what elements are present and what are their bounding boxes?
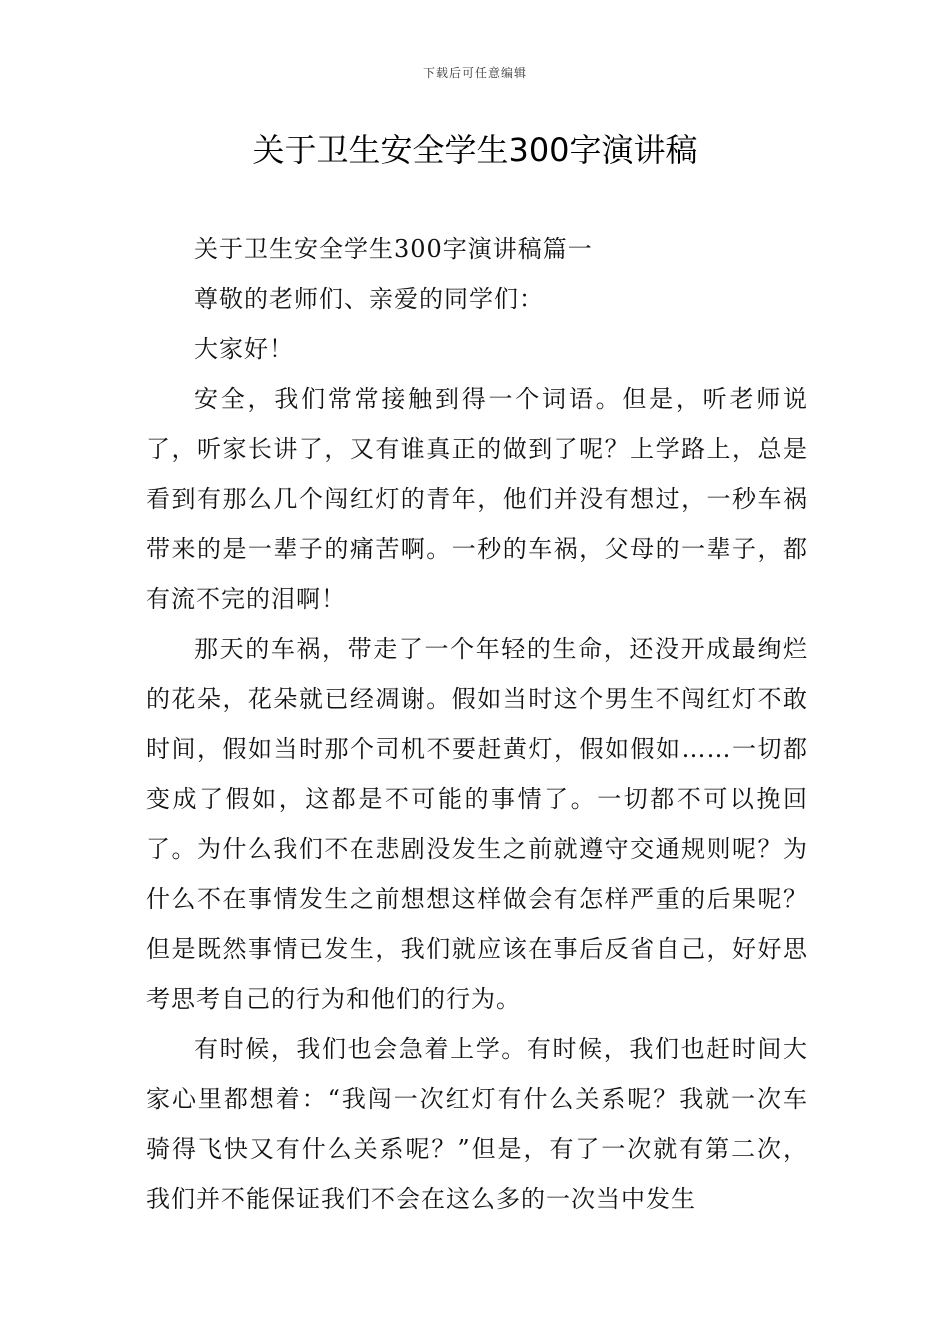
document-body <box>146 224 808 1224</box>
header-note: 下载后可任意编辑 <box>422 66 527 80</box>
paragraph-body-3: 有时候，我们也会急着上学。有时候，我们也赶时间大家心里都想着：“我闯一次红灯有什么关系呢？我就一次车骑得飞快又有什么关系呢？”但是，有了一次就有第二次，我们并不能保证我们不会在这么多的一次当中发生 <box>146 1035 808 1213</box>
paragraph-body-1: 安全，我们常常接触到得一个词语。但是，听老师说了，听家长讲了，又有谁真正的做到了呢？上学路上，总是看到有那么几个闯红灯的青年，他们并没有想过，一秒车祸带来的是一辈子的痛苦啊。一秒的车祸，父母的一辈子，都有流不完的泪啊！ <box>146 385 808 613</box>
paragraph-salutation: 尊敬的老师们、亲爱的同学们： <box>194 285 544 313</box>
paragraph-greeting: 大家好！ <box>194 335 294 363</box>
document-title: 关于卫生安全学生300字演讲稿 <box>252 131 698 169</box>
paragraph-subtitle: 关于卫生安全学生300字演讲稿篇一 <box>194 235 593 263</box>
paragraph-body-2: 那天的车祸，带走了一个年轻的生命，还没开成最绚烂的花朵，花朵就已经凋谢。假如当时这个男生不闯红灯不敢时间，假如当时那个司机不要赶黄灯，假如假如……一切都变成了假如，这都是不可能的事情了。一切都不可以挽回了。为什么我们不在悲剧没发生之前就遵守交通规则呢？为什么不在事情发生之前想想这样做会有怎样严重的后果呢？但是既然事情已发生，我们就应该在事后反省自己，好好思考思考自己的行为和他们的行为。 <box>146 635 808 1013</box>
